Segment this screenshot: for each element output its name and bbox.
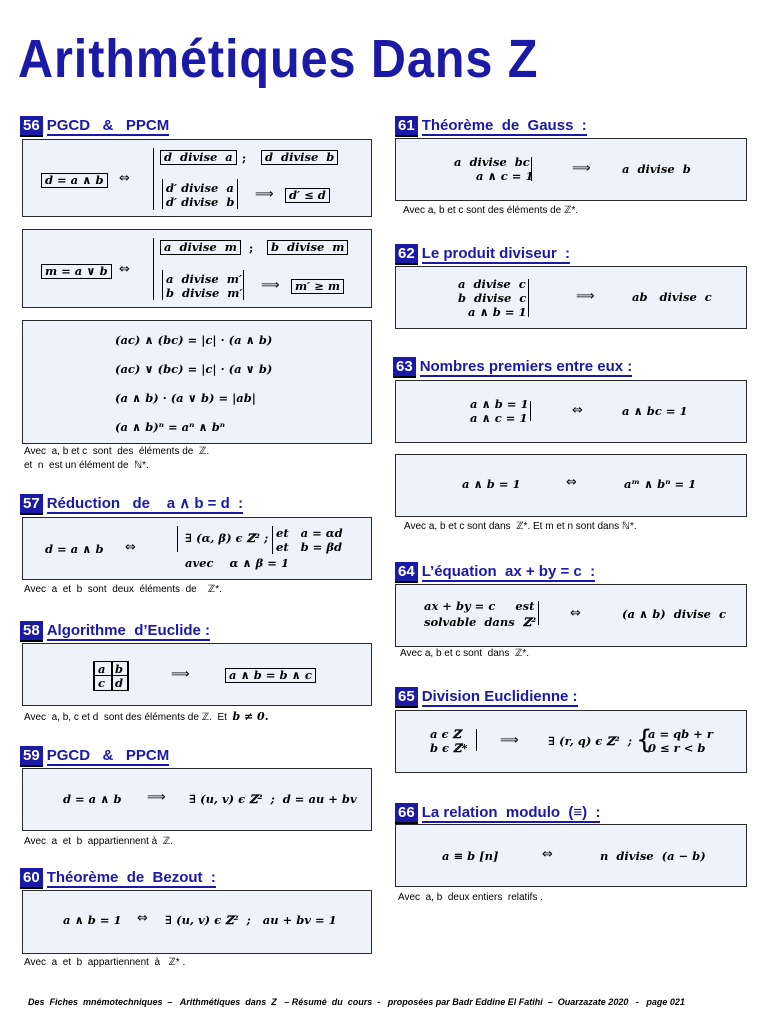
note: Avec a et b appartiennent à ℤ. bbox=[24, 836, 174, 847]
formula-lhs: a ∧ b = 1 bbox=[63, 913, 122, 927]
condition: a divise m bbox=[160, 240, 241, 255]
section-title: Théorème de Bezout : bbox=[46, 868, 216, 886]
condition: a ∧ b = 1 bbox=[468, 305, 527, 319]
condition: a divise m′ bbox=[166, 272, 242, 286]
formula-lhs: d = a ∧ b bbox=[63, 792, 122, 806]
section-header-59 bbox=[20, 746, 169, 766]
brace-bar bbox=[538, 601, 539, 625]
matrix-cell: c bbox=[98, 676, 106, 690]
formula-rhs: a ∧ bc = 1 bbox=[622, 404, 688, 418]
section-header-56 bbox=[20, 116, 169, 136]
formula-box-gauss bbox=[395, 138, 747, 201]
formula-lhs: d = a ∧ b bbox=[41, 173, 108, 188]
equivalence-symbol: ⇔ bbox=[119, 262, 130, 277]
note: Avec a, b et c sont des éléments de ℤ. bbox=[24, 446, 210, 457]
brace-bar bbox=[153, 238, 154, 300]
implies-symbol: ⟹ bbox=[255, 187, 274, 202]
condition: solvable dans ℤ² bbox=[424, 615, 537, 629]
section-header-66 bbox=[395, 803, 600, 823]
note: Avec a, b et c sont dans ℤ*. bbox=[400, 648, 529, 659]
matrix-cell: d bbox=[115, 676, 124, 690]
section-number: 60 bbox=[20, 868, 43, 889]
note: Avec a et b sont deux éléments de ℤ*. bbox=[24, 584, 222, 595]
condition: ax + by = c est bbox=[424, 599, 535, 613]
section-title: PGCD & PPCM bbox=[46, 116, 170, 134]
section-title: L’équation ax + by = c : bbox=[421, 562, 596, 580]
condition: a ∧ c = 1 bbox=[476, 169, 534, 183]
note: Avec a, b et c sont dans ℤ*. Et m et n sont dans ℕ*. bbox=[404, 521, 637, 532]
condition: et a = αd bbox=[276, 526, 343, 540]
matrix-grid bbox=[93, 661, 129, 691]
section-title: Division Euclidienne : bbox=[421, 687, 578, 705]
section-number: 63 bbox=[393, 357, 416, 378]
condition: d divise b bbox=[261, 150, 338, 165]
condition: a = qb + r bbox=[648, 727, 713, 741]
equivalence-symbol: ⇔ bbox=[119, 171, 130, 186]
section-header-61 bbox=[395, 116, 587, 136]
formula-box-diophantine bbox=[395, 584, 747, 647]
formula-box-modulo bbox=[395, 824, 747, 887]
formula-lhs: d = a ∧ b bbox=[45, 542, 104, 556]
condition: d′ divise a bbox=[166, 181, 234, 195]
equivalence-symbol: ⇔ bbox=[125, 540, 136, 555]
equivalence-symbol: ⇔ bbox=[570, 606, 581, 621]
formula-lhs: a ∧ b = 1 bbox=[462, 477, 521, 491]
page-footer: Des Fiches mnémotechniques – Arithmétiques dans Z – Résumé du cours - proposées par Badr Eddine El Fatihi – Ouarzazate 2020 - page 021 bbox=[28, 997, 685, 1007]
brace-bar bbox=[531, 157, 532, 181]
formula-box-reduction bbox=[22, 517, 372, 580]
section-number: 64 bbox=[395, 562, 418, 583]
section-number: 59 bbox=[20, 746, 43, 767]
condition: d′ divise b bbox=[166, 195, 235, 209]
section-number: 58 bbox=[20, 621, 43, 642]
formula-lhs: a ≡ b [n] bbox=[442, 849, 499, 863]
condition: 0 ≤ r < b bbox=[648, 741, 706, 755]
section-header-58 bbox=[20, 621, 210, 641]
existence-quantifier: ∃ (α, β) ϵ ℤ² ; bbox=[185, 531, 269, 545]
note: Avec a, b et c sont des éléments de ℤ*. bbox=[403, 205, 579, 216]
brace-bar bbox=[530, 401, 531, 421]
section-header-57 bbox=[20, 494, 243, 514]
note: Avec a et b appartiennent à ℤ* . bbox=[24, 957, 186, 968]
brace-bar bbox=[528, 279, 529, 317]
property-formula: (ac) ∧ (bc) = |c| · (a ∧ b) bbox=[115, 333, 273, 347]
section-title: La relation modulo (≡) : bbox=[421, 803, 601, 821]
equivalence-symbol: ⇔ bbox=[572, 403, 583, 418]
brace-bar bbox=[272, 526, 273, 554]
brace-bar bbox=[177, 526, 178, 552]
section-header-60 bbox=[20, 868, 216, 888]
condition: et b = βd bbox=[276, 540, 343, 554]
matrix-cell: b bbox=[115, 662, 124, 676]
section-number: 56 bbox=[20, 116, 43, 137]
formula-result: d′ ≤ d bbox=[285, 188, 330, 203]
condition: b divise c bbox=[458, 291, 527, 305]
equivalence-symbol: ⇔ bbox=[566, 475, 577, 490]
condition: b divise m bbox=[267, 240, 348, 255]
condition: a divise bc bbox=[454, 155, 530, 169]
section-title: Nombres premiers entre eux : bbox=[419, 357, 633, 375]
implies-symbol: ⟹ bbox=[576, 289, 595, 304]
equivalence-symbol: ⇔ bbox=[137, 911, 148, 926]
implies-symbol: ⟹ bbox=[261, 278, 280, 293]
matrix-cell: a bbox=[98, 662, 106, 676]
property-formula: (a ∧ b) · (a ∨ b) = |ab| bbox=[115, 391, 256, 405]
formula-rhs: ab divise c bbox=[632, 290, 712, 304]
section-number: 62 bbox=[395, 244, 418, 265]
property-formula: (a ∧ b)ⁿ = aⁿ ∧ bⁿ bbox=[115, 420, 226, 434]
condition: a ∧ c = 1 bbox=[470, 411, 528, 425]
note: et n est un élément de ℕ*. bbox=[24, 460, 149, 471]
condition: a ϵ ℤ bbox=[430, 727, 461, 741]
section-number: 57 bbox=[20, 494, 43, 515]
section-header-64 bbox=[395, 562, 595, 582]
formula-box-ppcm bbox=[22, 229, 372, 308]
condition: d divise a bbox=[160, 150, 237, 165]
page-title: Arithmétiques Dans Z bbox=[18, 29, 539, 89]
implies-symbol: ⟹ bbox=[171, 667, 190, 682]
formula-rhs: ∃ (u, v) ϵ ℤ² ; au + bv = 1 bbox=[165, 913, 337, 927]
section-header-65 bbox=[395, 687, 578, 707]
section-header-62 bbox=[395, 244, 570, 264]
section-title: Le produit diviseur : bbox=[421, 244, 571, 262]
equivalence-symbol: ⇔ bbox=[542, 847, 553, 862]
formula-box-euclide bbox=[22, 643, 372, 706]
formula-box-euclidean-division bbox=[395, 710, 747, 773]
section-number: 61 bbox=[395, 116, 418, 137]
formula-rhs: a divise b bbox=[622, 162, 691, 176]
formula-box-pgcd bbox=[22, 139, 372, 217]
formula-box-product-divisor bbox=[395, 266, 747, 329]
formula-box-properties bbox=[22, 320, 372, 444]
section-number: 65 bbox=[395, 687, 418, 708]
condition: a divise c bbox=[458, 277, 526, 291]
implies-symbol: ⟹ bbox=[500, 733, 519, 748]
section-header-63 bbox=[393, 357, 632, 377]
note: Avec a, b, c et d sont des éléments de ℤ. Et b ≠ 0. bbox=[24, 710, 269, 723]
condition: b ϵ ℤ* bbox=[430, 741, 468, 755]
formula-box-coprime-a bbox=[395, 380, 747, 443]
condition: a ∧ b = 1 bbox=[470, 397, 529, 411]
formula-box-coprime-b bbox=[395, 454, 747, 517]
section-title: Théorème de Gauss : bbox=[421, 116, 587, 134]
formula-rhs: aᵐ ∧ bⁿ = 1 bbox=[624, 477, 697, 491]
property-formula: (ac) ∨ (bc) = |c| · (a ∨ b) bbox=[115, 362, 273, 376]
implies-symbol: ⟹ bbox=[572, 161, 591, 176]
formula-rhs: n divise (a − b) bbox=[600, 849, 706, 863]
note: Avec a, b deux entiers relatifs . bbox=[398, 892, 543, 903]
implies-symbol: ⟹ bbox=[147, 790, 166, 805]
section-title: PGCD & PPCM bbox=[46, 746, 170, 764]
formula-lhs: m = a ∨ b bbox=[41, 264, 112, 279]
formula-box-bezout-identity bbox=[22, 768, 372, 831]
formula-box-bezout bbox=[22, 890, 372, 954]
section-number: 66 bbox=[395, 803, 418, 824]
section-title: Algorithme d’Euclide : bbox=[46, 621, 211, 639]
formula-result: m′ ≥ m bbox=[291, 279, 344, 294]
brace-bar bbox=[153, 148, 154, 210]
separator: ; bbox=[249, 241, 254, 255]
separator: ; bbox=[242, 151, 247, 165]
brace-bar bbox=[476, 729, 477, 751]
condition: b divise m′ bbox=[166, 286, 243, 300]
formula-result: a ∧ b = b ∧ c bbox=[225, 668, 316, 683]
existence-quantifier: ∃ (r, q) ϵ ℤ² ; bbox=[548, 734, 632, 748]
section-title: Réduction de a ∧ b = d : bbox=[46, 494, 244, 512]
brace-left: { bbox=[636, 725, 653, 755]
formula-rhs: (a ∧ b) divise c bbox=[622, 607, 726, 621]
condition: avec α ∧ β = 1 bbox=[185, 556, 289, 570]
formula-rhs: ∃ (u, v) ϵ ℤ² ; d = au + bv bbox=[189, 792, 357, 806]
